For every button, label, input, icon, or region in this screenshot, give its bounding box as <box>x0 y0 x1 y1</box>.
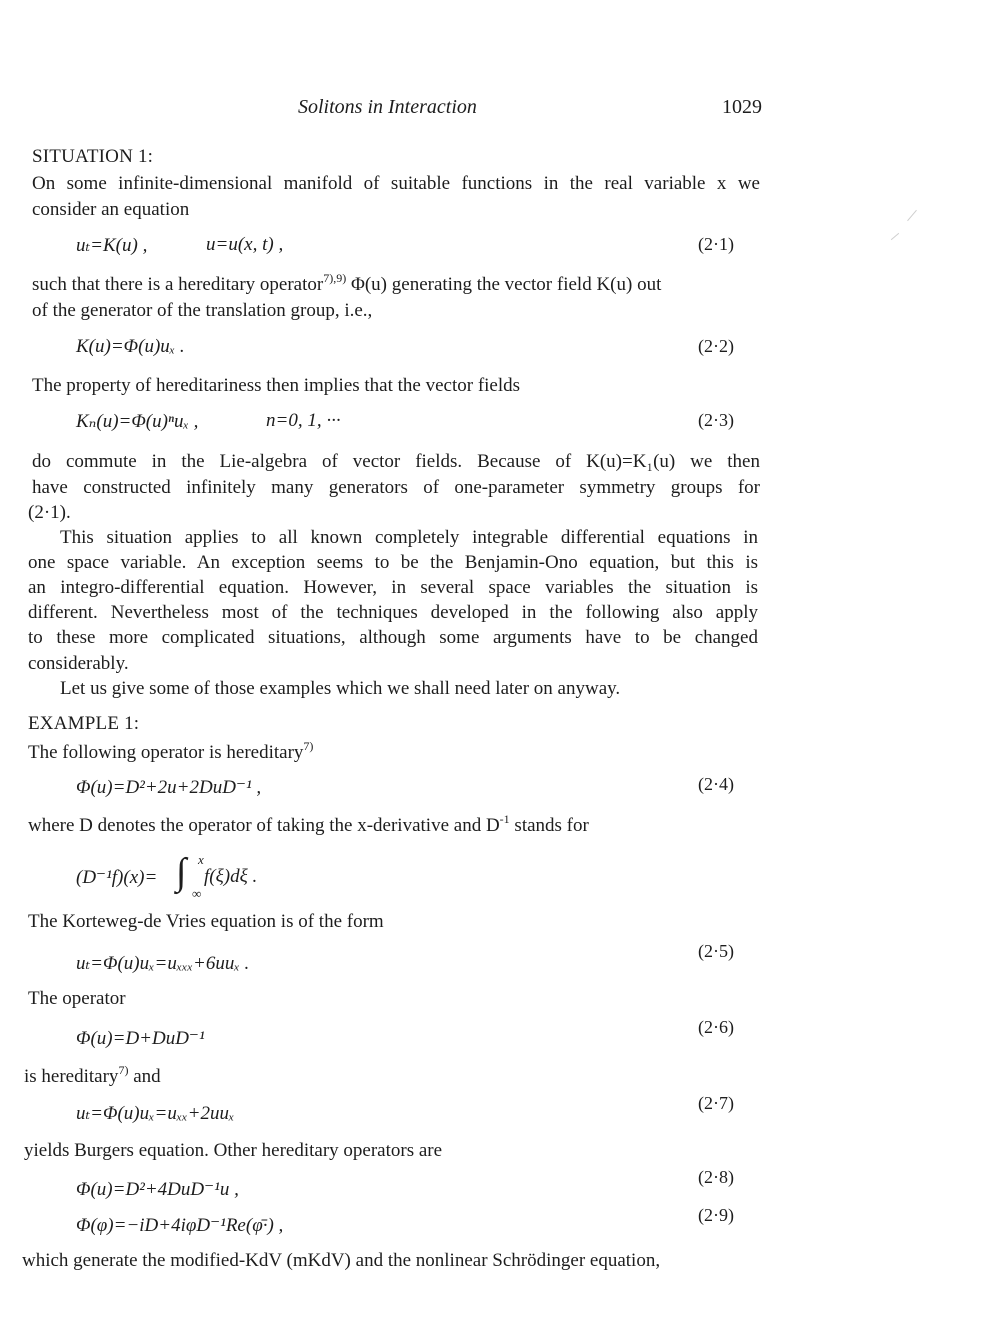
equation-number: (2·1) <box>698 234 734 254</box>
text-run: Φ(u) generating the vector field K(u) out <box>350 274 662 295</box>
scan-speck <box>907 210 917 221</box>
body-line <box>28 740 313 765</box>
equation-2-8: Φ(u)=D²+4DuD⁻¹u , <box>76 1179 239 1200</box>
text-run: is hereditary <box>24 1066 119 1087</box>
equation-2-7: uₜ=Φ(u)uₓ=uₓₓ+2uuₓ <box>76 1103 235 1124</box>
body-line: an integro-differential equation. However, in several space variables the situation is <box>28 577 758 598</box>
body-line: This situation applies to all known completely integrable differential equations in <box>60 527 758 548</box>
body-line: to these more complicated situations, although some arguments have to be changed <box>28 627 758 648</box>
equation-number: (2·6) <box>698 1017 734 1037</box>
body-line: The operator <box>28 988 126 1009</box>
body-line: Let us give some of those examples which we shall need later on anyway. <box>60 678 621 699</box>
equation-2-3-left: Kₙ(u)=Φ(u)ⁿuₓ , <box>76 411 199 432</box>
citation: 7),9) <box>323 271 347 285</box>
body-line: yields Burgers equation. Other hereditary operators are <box>24 1140 443 1161</box>
body-line <box>24 1064 161 1089</box>
equation-2-5: uₜ=Φ(u)uₓ=uₓₓₓ+6uuₓ . <box>76 953 250 974</box>
equation-number: (2·5) <box>698 941 734 961</box>
text-run: stands for <box>514 815 589 836</box>
situation-heading: SITUATION 1: <box>32 146 154 167</box>
body-line: The Korteweg-de Vries equation is of the form <box>28 911 384 932</box>
body-line: different. Nevertheless most of the techniques developed in the following also apply <box>28 602 758 623</box>
equation-number: (2·2) <box>698 336 734 356</box>
citation: 7) <box>303 739 314 753</box>
equation-number: (2·3) <box>698 410 734 430</box>
example-heading: EXAMPLE 1: <box>28 713 140 734</box>
superscript: -1 <box>499 812 510 826</box>
body-line: On some infinite-dimensional manifold of suitable functions in the real variable x we <box>32 173 760 194</box>
equation-2-9: Φ(φ)=−iD+4iφD⁻¹Re(φ̄·) , <box>76 1215 284 1236</box>
equation-2-2: K(u)=Φ(u)uₓ . <box>76 336 185 357</box>
body-line: of the generator of the translation group, i.e., <box>32 300 373 321</box>
body-line: which generate the modified-KdV (mKdV) and the nonlinear Schrödinger equation, <box>22 1250 661 1271</box>
citation: 7) <box>118 1063 129 1077</box>
text-run: The following operator is hereditary <box>28 742 304 763</box>
body-line: The property of hereditariness then implies that the vector fields <box>32 375 521 396</box>
integral-lhs: (D⁻¹f)(x)= <box>76 867 158 888</box>
equation-number: (2·9) <box>698 1205 734 1225</box>
body-line <box>28 813 589 838</box>
page-number: 1029 <box>722 96 762 118</box>
equation-2-6: Φ(u)=D+DuD⁻¹ <box>76 1028 205 1049</box>
body-line: do commute in the Lie-algebra of vector fields. Because of K(u)=K₁(u) we then <box>32 451 760 472</box>
integral-sign: ∫ <box>176 851 187 893</box>
equation-number: (2·7) <box>698 1093 734 1113</box>
equation-2-4: Φ(u)=D²+2u+2DuD⁻¹ , <box>76 777 262 798</box>
integral-rhs: f(ξ)dξ . <box>204 866 258 887</box>
equation-2-1-left: uₜ=K(u) , <box>76 235 148 256</box>
scan-speck <box>891 233 899 240</box>
equation-2-1-right: u=u(x, t) , <box>206 234 284 255</box>
running-title: Solitons in Interaction <box>298 96 477 118</box>
integral-upper-limit: x <box>198 852 204 867</box>
equation-number: (2·8) <box>698 1167 734 1187</box>
equation-2-3-right: n=0, 1, ··· <box>266 410 341 431</box>
body-line: considerably. <box>28 653 129 674</box>
body-line: one space variable. An exception seems to be the Benjamin-Ono equation, but this is <box>28 552 758 573</box>
text-run: where D denotes the operator of taking the x-derivative and D <box>28 815 500 836</box>
text-run: such that there is a hereditary operator <box>32 274 324 295</box>
body-line: (2·1). <box>28 502 71 523</box>
equation-number: (2·4) <box>698 774 734 794</box>
body-line: consider an equation <box>32 199 190 220</box>
body-line: have constructed infinitely many generators of one-parameter symmetry groups for <box>32 477 760 498</box>
integral-lower-limit: ∞ <box>192 886 202 901</box>
text-run: and <box>133 1066 161 1087</box>
body-line <box>32 272 760 297</box>
